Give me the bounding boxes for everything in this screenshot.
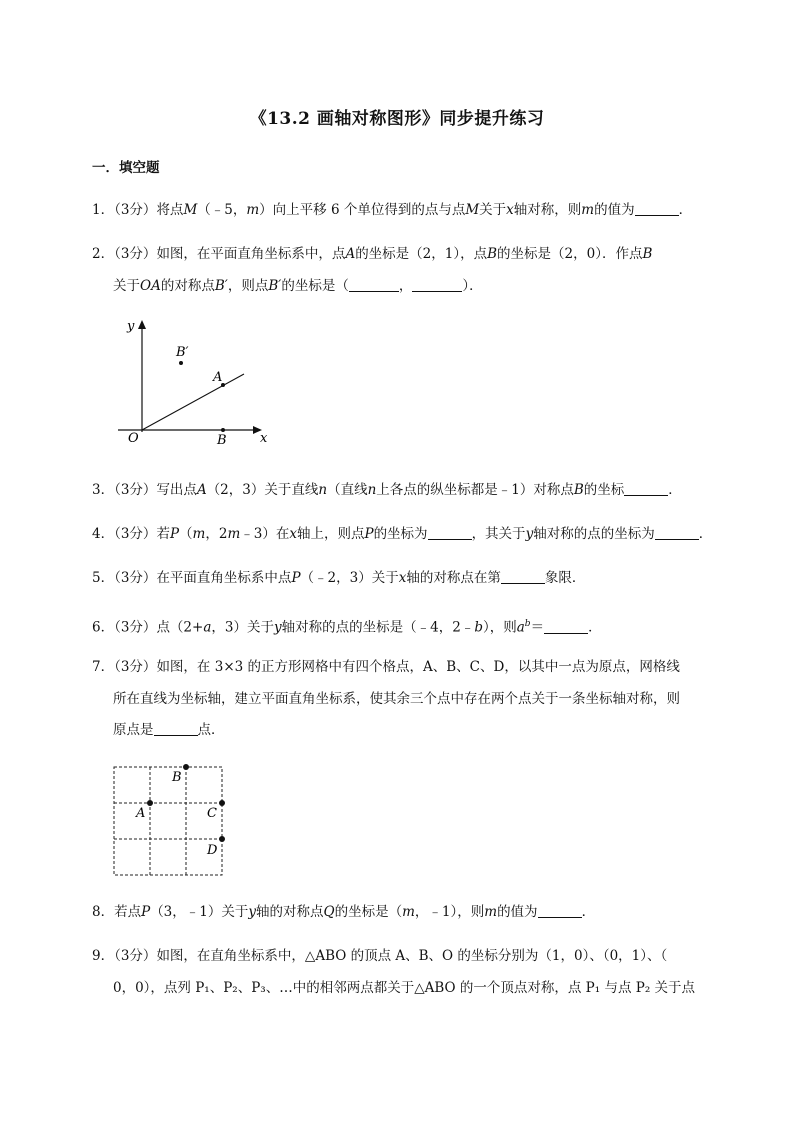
question-5: 5．（3分）在平面直角坐标系中点P（﹣2，3）关于x轴的对称点在第 象限． xyxy=(92,570,586,586)
label-a: A xyxy=(213,370,223,385)
label-d: D xyxy=(207,843,218,858)
label-b-prime: B′ xyxy=(176,345,189,360)
answer-blank[interactable] xyxy=(154,721,198,736)
answer-blank[interactable] xyxy=(349,277,399,292)
label-o: O xyxy=(128,431,139,446)
label-c: C xyxy=(207,806,217,821)
answer-blank[interactable] xyxy=(538,903,582,918)
label-b: B xyxy=(172,770,182,785)
label-b: B xyxy=(217,433,227,448)
label-a: A xyxy=(136,806,146,821)
question-1: 1．（3分）将点M（﹣5，m）向上平移 6 个单位得到的点与点M关于x轴对称，则m的值为 ． xyxy=(92,202,693,218)
question-8: 8．若点P（3，﹣1）关于y轴的对称点Q的坐标是（m，﹣1），则m的值为 ． xyxy=(92,904,596,920)
question-4: 4．（3分）若P（m，2m﹣3）在x轴上，则点P的坐标为 ，其关于y轴对称的点的坐标为 ． xyxy=(92,526,713,542)
question-2: 2．（3分）如图，在平面直角坐标系中，点A的坐标是（2，1），点B的坐标是（2，0）．作点B xyxy=(92,246,653,262)
label-y: y xyxy=(127,319,135,334)
point-d xyxy=(219,836,225,842)
answer-blank[interactable] xyxy=(635,201,679,216)
question-7-line-2: 所在直线为坐标轴，建立平面直角坐标系，使其余三个点中存在两个点关于一条坐标轴对称，则 xyxy=(113,691,680,707)
answer-blank[interactable] xyxy=(624,481,668,496)
question-7-line-3: 原点是 点． xyxy=(113,722,225,738)
question-9-line-2: 0，0），点列 P₁、P₂、P₃、…中的相邻两点都关于△ABO 的一个顶点对称，点 P₁ 与点 P₂ 关于点 xyxy=(113,980,696,996)
answer-blank[interactable] xyxy=(412,277,462,292)
point-b-prime xyxy=(179,361,183,365)
section-heading: 一．填空题 xyxy=(92,160,160,176)
point-c xyxy=(219,800,225,806)
page-title: 《13.2 画轴对称图形》同步提升练习 xyxy=(249,109,545,129)
point-a xyxy=(147,800,153,806)
answer-blank[interactable] xyxy=(428,525,472,540)
grid-border xyxy=(114,767,222,875)
grid-figure xyxy=(112,764,232,884)
y-axis-arrow xyxy=(138,320,146,329)
point-b xyxy=(183,764,189,770)
question-3: 3．（3分）写出点A（2，3）关于直线n（直线n上各点的纵坐标都是﹣1）对称点B的坐标 ． xyxy=(92,482,682,498)
question-9: 9．（3分）如图，在直角坐标系中，△ABO 的顶点 A、B、O 的坐标分别为（1，0）、（0，1）、（ xyxy=(92,948,668,964)
label-x: x xyxy=(260,431,268,446)
answer-blank[interactable] xyxy=(544,619,588,634)
answer-blank[interactable] xyxy=(655,525,699,540)
question-7: 7．（3分）如图，在 3×3 的正方形网格中有四个格点，A、B、C、D，以其中一点为原点，网格线 xyxy=(92,659,680,675)
answer-blank[interactable] xyxy=(501,569,545,584)
point-b xyxy=(221,428,225,432)
question-6: 6．（3分）点（2+a，3）关于y轴对称的点的坐标是（﹣4，2﹣b），则$a^b=$ ． xyxy=(92,619,602,636)
coordinate-figure-1 xyxy=(112,318,272,448)
question-2-line-2: 关于OA的对称点B′，则点B′的坐标是（ ， ）． xyxy=(113,278,483,294)
ray-oa xyxy=(142,374,244,430)
